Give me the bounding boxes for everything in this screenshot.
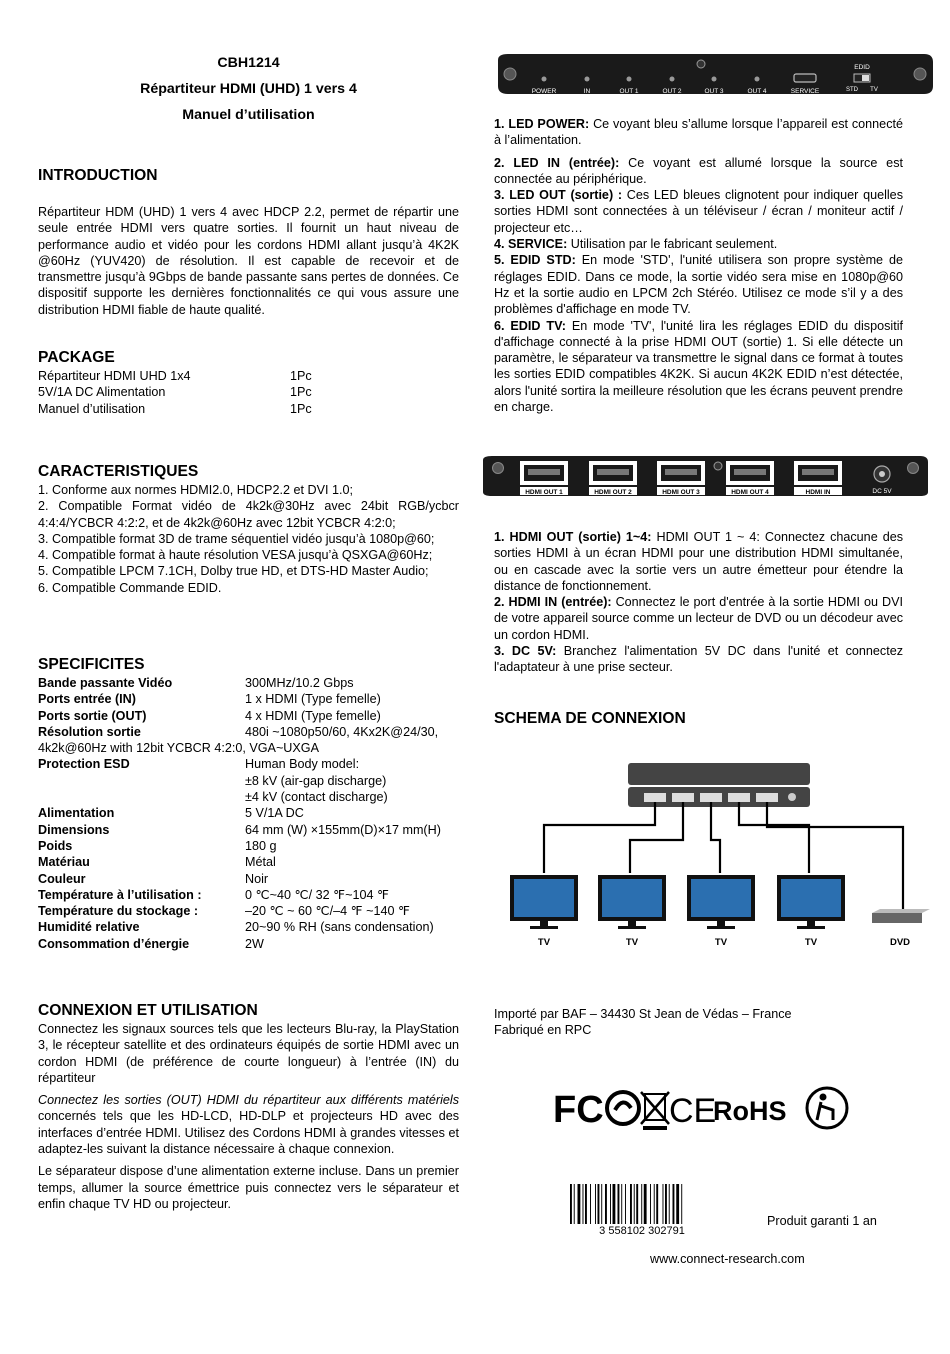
feature-item: 6. Compatible Commande EDID. <box>38 580 222 595</box>
barcode-number: 3 558102 302791 <box>599 1225 685 1236</box>
introduction-heading: INTRODUCTION <box>38 167 158 184</box>
barcode-bar <box>621 1184 622 1224</box>
schema-heading: SCHEMA DE CONNEXION <box>494 710 686 727</box>
barcode-bar <box>583 1184 584 1224</box>
led-in-icon <box>585 77 590 82</box>
product-title: Répartiteur HDMI (UHD) 1 vers 4 <box>140 81 357 97</box>
splitter-front-icon <box>628 763 810 785</box>
barcode-bar <box>641 1184 642 1224</box>
tv-icon <box>777 875 845 929</box>
barcode-bar <box>644 1184 647 1224</box>
ce-mark-icon: CE <box>669 1092 717 1130</box>
barcode-bar <box>665 1184 667 1224</box>
led-out3-icon <box>712 77 717 82</box>
warranty-text: Produit garanti 1 an <box>767 1214 877 1228</box>
barcode-bar <box>669 1184 670 1224</box>
screw-icon <box>914 68 926 80</box>
feature-item: 3. Compatible format 3D de trame séquentiel vidéo jusqu’à 1080p@60; <box>38 531 435 546</box>
desc-item: 6. EDID TV: En mode 'TV', l'unité lira les réglages EDID du dispositif d'affichage connecté à la prise HDMI OUT (sortie) 1. Si elle détecte un paramètre, le séparateur va transmettre le signal dans ce format à toutes les sorties EDID compatibles 4K2K. Si aucun 4K2K EDID n’est détectée, alors l'unité sortira la meilleure résolution que les écrans peuvent prendre en charge. <box>494 318 903 415</box>
label-hdmi-in: HDMI IN <box>805 489 831 496</box>
barcode-bar <box>595 1184 596 1224</box>
manual-title: Manuel d’utilisation <box>182 107 315 123</box>
desc-item: 5. EDID STD: En mode 'STD', l'unité utilisera son propre système de réglages EDID. Dans ce mode, la sortie vidéo sera mise en 1080p@60 Hz et la sortie audio en LPCM 2ch Stéréo. Utilisez ce mode s’il y a des problèmes d'affichage en mode TV. <box>494 253 903 317</box>
made-in-text: Fabriqué en RPC <box>494 1023 592 1038</box>
desc-item: 4. SERVICE: Utilisation par le fabricant seulement. <box>494 237 778 252</box>
label-hdmi-out4: HDMI OUT 4 <box>731 489 769 496</box>
package-heading: PACKAGE <box>38 349 115 366</box>
screw-icon <box>908 463 919 474</box>
feature-item: 5. Compatible LPCM 7.1CH, Dolby true HD, et DTS-HD Master Audio; <box>38 564 429 579</box>
barcode-bar <box>578 1184 581 1224</box>
device-label: TV <box>714 937 728 948</box>
importer-info <box>494 1006 903 1039</box>
barcode-bar <box>618 1184 620 1224</box>
led-out4-icon <box>755 77 760 82</box>
barcode-bar <box>585 1184 587 1224</box>
barcode-bar <box>636 1184 638 1224</box>
connection-diagram <box>494 755 934 955</box>
rear-panel-descriptions <box>494 529 903 676</box>
label-power: POWER <box>531 88 557 95</box>
barcode-bar <box>590 1184 591 1224</box>
spec-continuation: 4k2k@60Hz with 12bit YCBCR 4:2:0, VGA~UXGA <box>38 741 319 756</box>
barcode-bar <box>625 1184 626 1224</box>
recycle-icon <box>607 1092 639 1124</box>
desc-item: 1. HDMI OUT (sortie) 1~4: HDMI OUT 1 ~ 4: Connectez chacune des sorties HDMI à un écran HDMI pour une distribution HDMI simultanée, ou en cascade avec la sortie vers un autre émetteur pour étendre la distance de fonctionnement. <box>494 530 903 593</box>
device-label: DVD <box>889 937 911 948</box>
specificites-heading: SPECIFICITES <box>38 656 145 673</box>
barcode-bar <box>681 1184 682 1224</box>
document-header <box>38 50 459 128</box>
barcode-bar <box>634 1184 635 1224</box>
caracteristiques-section <box>38 462 459 596</box>
barcode-bar <box>601 1184 602 1224</box>
led-out2-icon <box>670 77 675 82</box>
barcode-bar <box>630 1184 632 1224</box>
feature-item: 1. Conforme aux normes HDMI2.0, HDCP2.2 et DVI 1.0; <box>38 483 353 497</box>
barcode-bar <box>598 1184 600 1224</box>
tv-icon <box>598 875 666 929</box>
ground-screw-icon <box>714 462 722 470</box>
front-panel-image <box>494 52 937 98</box>
desc-item: 2. HDMI IN (entrée): Connectez le port d'entrée à la sortie HDMI ou DVI de votre appareil source comme un lecteur de DVD ou un décodeur avec un cordon HDMI. <box>494 595 903 642</box>
package-item: Répartiteur HDMI UHD 1x4 1Pc <box>38 369 312 383</box>
barcode-bar <box>663 1184 664 1224</box>
rohs-logo-icon: RoHS <box>713 1096 787 1126</box>
weee-bin-icon <box>641 1092 669 1130</box>
specificites-section: SPECIFICITES Bande passante Vidéo 300MHz/10.2 Gbps Ports entrée (IN) 1 x HDMI (Type femelle) Ports sortie (OUT) 4 x HDMI (Type femelle) Résolution sortie 480i ~1080p50/60, 4Kx2K@24/30, 4k2k@60Hz with 12bit YCBCR 4:2:0, VGA~UXGA Protection ESD Human Body model: ±8 kV (air-gap discharge) ±4 kV (contact discharge) Alimentation 5 V/1A DC Dimensions 64 mm (W) ×155mm(D)×17 mm(H) Poids 180 g Matériau Métal Couleur Noir Température à l’utilisation : 0 ℃~40 ℃/ 32 ℉~104 ℉ Température du stockage : –20 ℃ ~ 60 ℃/–4 ℉ ~140 ℉ Humidité relative 20~90 % RH (sans condensation) Consommation d’énergie 2W <box>38 655 459 952</box>
barcode-bar <box>574 1184 575 1224</box>
dvd-player-icon <box>872 909 930 923</box>
barcode-bar <box>656 1184 658 1224</box>
ir-sensor-icon <box>697 60 705 68</box>
desc-item: 3. LED OUT (sortie) : Ces LED bleues clignotent pour indiquer quelles sorties HDMI sont connectées à un téléviseur / écran / moniteur actif / projecteur etc… <box>494 188 903 235</box>
label-hdmi-out3: HDMI OUT 3 <box>662 489 700 496</box>
certification-logos <box>553 1080 853 1136</box>
connexion-heading: CONNEXION ET UTILISATION <box>38 1002 258 1019</box>
barcode-bar <box>676 1184 679 1224</box>
barcode-bars <box>570 1184 682 1224</box>
label-out3: OUT 3 <box>704 88 724 95</box>
screw-icon <box>493 463 504 474</box>
barcode-bar <box>605 1184 607 1224</box>
barcode-bar <box>613 1184 616 1224</box>
hdmi-in-port-icon <box>794 461 842 485</box>
label-service: SERVICE <box>790 88 820 95</box>
caracteristiques-heading: CARACTERISTIQUES <box>38 463 199 480</box>
desc-item: 3. DC 5V: Branchez l'alimentation 5V DC dans l'unité et connectez l'adaptateur à une prise secteur. <box>494 644 904 675</box>
hdmi-out1-port-icon <box>520 461 568 485</box>
screw-icon <box>504 68 516 80</box>
hdmi-out3-port-icon <box>657 461 705 485</box>
label-dc5v: DC 5V <box>872 488 892 495</box>
label-out4: OUT 4 <box>747 88 767 95</box>
introduction-text: Répartiteur HDM (UHD) 1 vers 4 avec HDCP 2.2, permet de répartir une seule entrée HDMI vers quatre sorties. Il fournit un haut niveau de performance audio et vidéo pour les cordons HDMI allant jusqu’à 4K2K @60Hz (YUV420) de résolution. Il est capable de recevoir et de transmettre jusqu’à 9Gbps de bande passante sans pertes de données. Ce dispositif supporte les dernières fonctionnalités ce qui vous assure une distribution HDMI fiable de haute qualité. <box>38 205 459 317</box>
connexion-paragraph-1: Connectez les signaux sources tels que les lecteurs Blu-ray, la PlayStation 3, le récepteur satellite et des ordinateurs équipés de sortie HDMI avec un cordon HDMI (de préférence de courte longueur) à l’entrée (IN) du répartiteur <box>38 1022 459 1085</box>
device-label: TV <box>625 937 639 948</box>
package-item: Manuel d’utilisation 1Pc <box>38 401 312 416</box>
feature-item: 4. Compatible format à haute résolution VESA jusqu’à QSXGA@60Hz; <box>38 548 433 563</box>
connexion-paragraph-2: Connectez les sorties (OUT) HDMI du répartiteur aux différents matériels concernés tels que les HD-LCD, HD-DLP et projecteurs HD avec des interfaces d’entrée HDMI. Utilisez des Cordons HDMI à grandes vitesses et adaptez-les suivant la distance nécessaire à chaque connexion. <box>38 1093 459 1157</box>
barcode-bar <box>650 1184 651 1224</box>
label-std: STD <box>846 87 858 93</box>
website-text: www.connect-research.com <box>650 1252 805 1266</box>
barcode-bar <box>570 1184 572 1224</box>
package-section <box>38 348 459 417</box>
desc-item: 1. LED POWER: Ce voyant bleu s’allume lorsque l’appareil est connecté à l’alimentation. <box>494 117 903 148</box>
label-tv: TV <box>870 87 878 93</box>
barcode-bar <box>673 1184 675 1224</box>
label-in: IN <box>583 88 591 95</box>
label-edid: EDID <box>854 64 870 71</box>
rear-panel-image <box>480 454 932 498</box>
led-out1-icon <box>627 77 632 82</box>
barcode-bar <box>610 1184 611 1224</box>
barcode-bar <box>654 1184 655 1224</box>
hdmi-out2-port-icon <box>589 461 637 485</box>
front-panel-descriptions <box>494 116 903 415</box>
hdmi-out4-port-icon <box>726 461 774 485</box>
tv-icon <box>687 875 755 929</box>
service-port-icon <box>794 74 816 82</box>
import-text: Importé par BAF – 34430 St Jean de Védas – France <box>494 1007 792 1021</box>
desc-item: 2. LED IN (entrée): Ce voyant est allumé lorsque la source est connectée au périphérique. <box>494 155 903 186</box>
device-label: TV <box>804 937 818 948</box>
package-item: 5V/1A DC Alimentation 1Pc <box>38 385 312 400</box>
feature-item: 2. Compatible Format vidéo de 4k2k@30Hz avec 24bit RGB/ycbcr 4:4:4/YCBCR 4:2:2, et de 4k2k@60Hz avec 12bit YCBCR 4:2:0; <box>38 499 459 530</box>
device-label: TV <box>537 937 551 948</box>
label-out2: OUT 2 <box>662 88 682 95</box>
tv-icon <box>510 875 578 929</box>
led-power-icon <box>542 77 547 82</box>
fcc-logo-icon: FC <box>553 1089 604 1131</box>
label-out1: OUT 1 <box>619 88 639 95</box>
label-hdmi-out2: HDMI OUT 2 <box>594 489 632 496</box>
tidyman-icon <box>807 1088 847 1128</box>
connexion-section <box>38 1001 459 1212</box>
model-number: CBH1214 <box>217 55 280 71</box>
schema-section <box>494 709 903 729</box>
introduction-section <box>38 166 459 318</box>
label-hdmi-out1: HDMI OUT 1 <box>525 489 563 496</box>
connexion-paragraph-3: Le séparateur dispose d’une alimentation externe incluse. Dans un premier temps, allumer la source émettrice puis connectez vers le séparateur et enfin chaque TV HD ou projecteur. <box>38 1164 459 1211</box>
barcode <box>562 1182 722 1236</box>
